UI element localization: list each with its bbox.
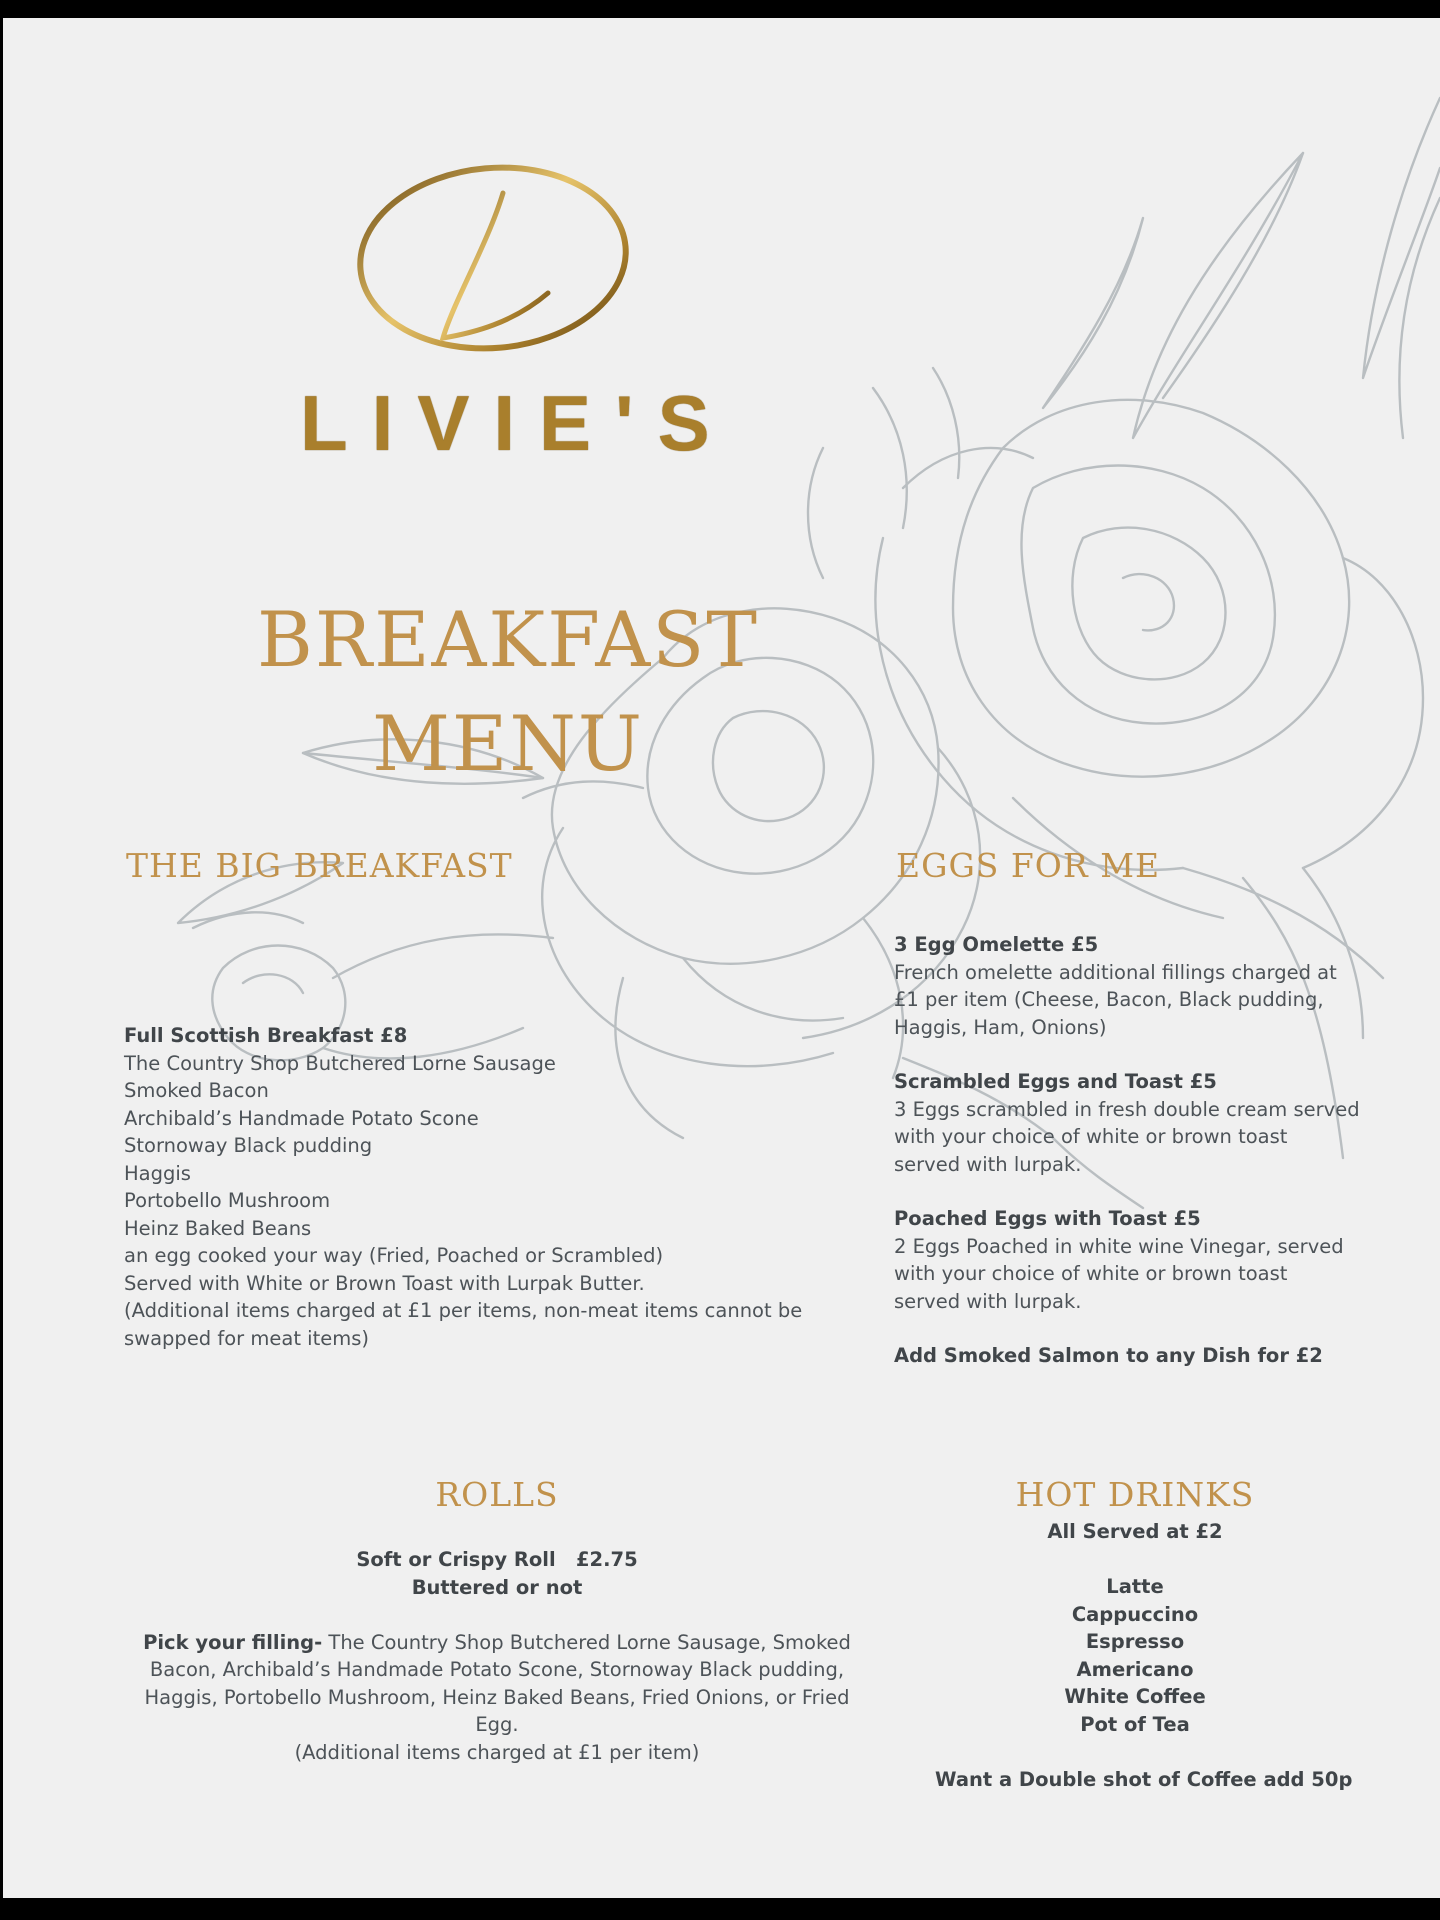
big-breakfast-line: Heinz Baked Beans: [124, 1216, 312, 1240]
hot-drink-item: Cappuccino: [1071, 1602, 1199, 1626]
big-breakfast-line: an egg cooked your way (Fried, Poached or Scrambled): [124, 1244, 664, 1267]
big-breakfast-line: Stornoway Black pudding: [124, 1134, 373, 1157]
egg-item-line: served with lurpak.: [894, 1152, 1082, 1176]
big-breakfast-line: Served with White or Brown Toast with Lurpak Butter.: [124, 1271, 645, 1295]
eggs-heading: EGGS FOR ME: [896, 846, 1161, 885]
hot-drinks-heading: HOT DRINKS: [1015, 1475, 1255, 1514]
big-breakfast-line: swapped for meat items): [124, 1326, 370, 1350]
egg-item-line: 2 Eggs Poached in white wine Vinegar, served: [894, 1234, 1344, 1258]
egg-item-line: with your choice of white or brown toast: [894, 1125, 1288, 1148]
big-breakfast-section: [124, 1022, 824, 1352]
egg-item-line: French omelette additional fillings charged at: [894, 960, 1337, 984]
egg-item-title: 3 Egg Omelette £5: [894, 933, 1099, 956]
rolls-buttered-line: Buttered or not: [411, 1575, 583, 1599]
rolls-filling-label: Pick your filling-: [143, 1630, 323, 1654]
hot-drinks-section: [935, 1518, 1353, 1793]
rolls-filling-text: Bacon, Archibald’s Handmade Potato Scone, Stornoway Black pudding,: [149, 1658, 845, 1681]
egg-item-line: served with lurpak.: [894, 1289, 1082, 1313]
egg-item-line: Haggis, Ham, Onions): [894, 1015, 1107, 1039]
big-breakfast-line: (Additional items charged at £1 per items, non-meat items cannot be: [124, 1299, 803, 1322]
hot-drinks-note: Want a Double shot of Coffee add 50p: [935, 1767, 1353, 1791]
menu-title: [203, 588, 813, 796]
hot-drink-item: Americano: [1076, 1657, 1194, 1681]
hot-drink-item: Latte: [1106, 1575, 1164, 1598]
rolls-note: (Additional items charged at £1 per item): [294, 1740, 700, 1764]
rolls-heading: ROLLS: [435, 1475, 559, 1514]
hot-drink-item: Pot of Tea: [1080, 1712, 1190, 1736]
hot-drinks-subheading: All Served at £2: [1047, 1520, 1223, 1543]
big-breakfast-item-title: Full Scottish Breakfast £8: [124, 1024, 408, 1047]
rolls-filling-text: Haggis, Portobello Mushroom, Heinz Baked Beans, Fried Onions, or Fried: [144, 1685, 850, 1709]
rolls-filling-text: Egg.: [475, 1713, 519, 1736]
menu-title-line-1: BREAKFAST: [257, 595, 759, 684]
eggs-section: [894, 931, 1414, 1370]
big-breakfast-line: The Country Shop Butchered Lorne Sausage: [124, 1051, 556, 1075]
egg-item-poached: [894, 1205, 1414, 1315]
egg-item-line: £1 per item (Cheese, Bacon, Black pudding,: [894, 988, 1324, 1011]
hot-drink-item: Espresso: [1085, 1630, 1185, 1653]
rolls-price-line: Soft or Crispy Roll £2.75: [356, 1548, 638, 1571]
big-breakfast-line: Portobello Mushroom: [124, 1189, 331, 1212]
big-breakfast-line: Smoked Bacon: [124, 1079, 269, 1102]
egg-item-title: Poached Eggs with Toast £5: [894, 1207, 1201, 1230]
egg-item-line: 3 Eggs scrambled in fresh double cream served: [894, 1097, 1360, 1121]
rolls-filling-text: The Country Shop Butchered Lorne Sausage, Smoked: [322, 1630, 851, 1654]
menu-page: [3, 18, 1440, 1898]
egg-item-scrambled: [894, 1068, 1414, 1178]
hot-drink-item: White Coffee: [1064, 1685, 1206, 1708]
big-breakfast-line: Archibald’s Handmade Potato Scone: [124, 1106, 479, 1130]
egg-item-line: with your choice of white or brown toast: [894, 1262, 1288, 1285]
egg-item-title: Scrambled Eggs and Toast £5: [894, 1070, 1217, 1093]
egg-item-omelette: [894, 931, 1414, 1041]
big-breakfast-heading: THE BIG BREAKFAST: [126, 846, 513, 885]
rolls-filling-line: [123, 1629, 871, 1657]
big-breakfast-line: Haggis: [124, 1161, 191, 1185]
brand-name: LIVIE'S: [300, 379, 734, 467]
eggs-salmon-note: Add Smoked Salmon to any Dish for £2: [894, 1344, 1323, 1367]
rolls-section: [123, 1546, 871, 1766]
menu-title-line-2: MENU: [372, 699, 644, 788]
